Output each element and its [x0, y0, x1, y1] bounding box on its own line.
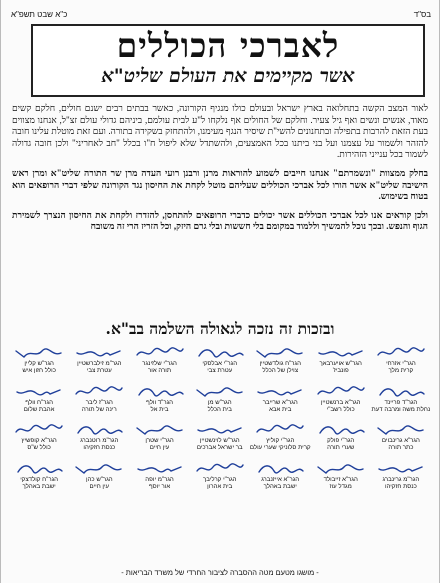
signature-block	[69, 382, 129, 421]
signature-block	[69, 420, 129, 459]
signature-scribble-icon	[255, 422, 305, 437]
signatory-institution: כולל חזון איש	[22, 367, 56, 374]
paragraph-2: בחלק ממצוות "ונשמרתם" אנחנו חייבים לשמוע להוראות מרנן ורבנן רועי העדה מרן שר התורה שליט"א ומרן ראש הישיבה שליט"א אשר הורו לכל אברכי הכוללים שעליהם מוטל לקחת את החיסון נגד הקורונה שלפי דברי הרופאים הוא בטוח בשימוש.	[12, 167, 428, 202]
signatory-name: הגר"ד וולף	[146, 398, 174, 406]
signature-block	[371, 459, 431, 498]
signatory-institution: קרית סלוניקי שערי עולם	[249, 444, 311, 451]
signatory-name: הגר"מ גרינברג	[382, 475, 420, 483]
signatory-institution: אהבת שלום	[23, 405, 55, 413]
header-date: כ"א שבט תשפ"א	[11, 10, 68, 19]
signatory-institution: עין חיים	[149, 444, 170, 451]
signature-scribble-icon	[74, 345, 124, 360]
signature-block	[9, 459, 69, 498]
signatory-name: הגר"י קרליבך	[202, 475, 237, 483]
signatory-name: הגר"י אזרחי	[386, 360, 416, 367]
signatory-name: הגר"י פולק	[327, 437, 355, 444]
paragraph-1: לאור המצב הקשה בתחלואה בארץ ישראל ובעולם כולו מנגיף הקורונה, כאשר בבתים רבים ישנם חולים, חלקם קשים מאוד, אנשים ונשים ואף גיל צעיר. וחלקם של החולים אף נלקחו ל"ע לבית עולמם, ביניהם גדולי עולם זצ"ל, אנחנו מצווים בעת הזאת להרבות בתפילה ובתחנונים להשי"ת שיסיר הנגף מעימנו, ולהתחזק בשקידה בתורה. ועם זאת מוטלת עלינו חובה להזהר ולשמור על עצמנו ועל בני ביתנו בכל האמצעים, ולהשתדל שלא ליפול ח"ו בכלל "חב לאחריני" ולכן חובה גדולה לשמור בכל ענייני הזהירות.	[12, 103, 428, 160]
signatory-institution: עטרת צבי	[86, 367, 112, 374]
signature-scribble-icon	[14, 461, 64, 476]
signatory-institution: צוילן של הכלל	[262, 367, 299, 374]
signature-scribble-icon	[195, 384, 245, 399]
signature-scribble-icon	[135, 345, 185, 360]
signatory-name: הגר"ש קליין	[24, 360, 54, 367]
signature-block	[311, 382, 371, 421]
signature-block	[371, 420, 431, 459]
signatory-institution: ישבת באהלך	[263, 482, 297, 490]
signatory-institution: כנסת חזקיהו	[384, 482, 417, 490]
signature-block	[69, 343, 129, 382]
signatory-name: הגר"מ זילברשטיין	[77, 360, 122, 367]
signature-scribble-icon	[195, 345, 245, 360]
signatory-name: הגר"ש מן	[207, 398, 232, 406]
signatory-institution: בר ישראל אברכים	[196, 444, 243, 451]
signatory-institution: קרית מלך	[388, 367, 414, 374]
signature-scribble-icon	[316, 384, 366, 399]
signature-scribble-icon	[376, 461, 426, 476]
signatory-institution: בית הכלל	[207, 405, 232, 413]
signature-scribble-icon	[135, 422, 185, 437]
signatory-institution: בית אהרון	[207, 482, 233, 490]
signature-scribble-icon	[14, 422, 64, 437]
signature-block	[311, 343, 371, 382]
signatory-institution: עין חיים	[89, 482, 110, 490]
sub-title: אשר מקיימים את העולם שליט"א	[101, 65, 355, 87]
signature-scribble-icon	[376, 422, 426, 437]
signatory-name: הגר"י שלזינגר	[142, 360, 177, 367]
signature-block	[190, 420, 250, 459]
signatory-name: הגר"י שטרן	[145, 437, 174, 444]
header-bsd: בס"ד	[413, 10, 431, 19]
signature-block	[190, 343, 250, 382]
signatory-name: הגר"ח גולדשטיין	[259, 360, 301, 367]
signature-block	[129, 343, 189, 382]
signature-scribble-icon	[135, 384, 185, 399]
signatory-name: הגר"ש לוינשטיין	[199, 437, 240, 444]
signature-scribble-icon	[316, 345, 366, 360]
main-title: לאברכי הכוללים	[116, 26, 340, 65]
closing-line: ובזכות זה נזכה לגאולה השלמה בב"א.	[105, 319, 335, 338]
signatory-institution: פונביז'	[332, 367, 349, 374]
signatory-name: הגר"ש אויערבאך	[319, 360, 362, 367]
signatory-institution: כולל ש"ס	[27, 444, 51, 451]
signature-block	[9, 382, 69, 421]
signatory-institution: עטרת צבי	[207, 367, 233, 374]
signature-block	[250, 382, 311, 421]
signatory-name: הגר"א גרינבוים	[381, 437, 420, 444]
signature-scribble-icon	[74, 422, 124, 437]
signature-scribble-icon	[135, 461, 185, 476]
signatory-name: הגר"י אבלסקי	[202, 360, 238, 367]
signatory-name: הגר"ח קולדצקי	[20, 475, 59, 483]
signature-scribble-icon	[376, 345, 426, 360]
signatory-name: הגר"א קופשיץ	[21, 437, 57, 444]
signatory-institution: בית אל	[150, 405, 169, 413]
signature-block	[9, 420, 69, 459]
signature-scribble-icon	[316, 422, 366, 437]
signature-block	[250, 459, 311, 498]
signature-scribble-icon	[195, 461, 245, 476]
paragraph-3: ולכן קוראים אנו לכל אברכי הכוללים אשר יכולים כדברי הרופאים להתחסן, להזדרז ולקחת את החיסון הנצרך לשמירת הגוף והנפש. ובכך נוכל להמשיך וללמוד במקומם בלי חששות ובלי גרם היזק, וכל הזריז הרי זה משובח	[12, 209, 428, 232]
signatory-name: הגר"ז ליבר	[85, 398, 113, 406]
title-box	[31, 24, 425, 97]
signatory-institution: נחלת משה ומרבה דעת	[371, 405, 431, 413]
signatory-institution: מגדל עוז	[329, 482, 352, 490]
signatory-name: הגר"א זייבולד	[323, 475, 358, 483]
footer-note: - מושגו מטעם מטה ההסברה לציבור החרדי של משרד הבריאות -	[121, 568, 319, 577]
signature-block	[190, 459, 250, 498]
signature-scribble-icon	[74, 384, 124, 399]
signatory-institution: שערי תורה	[327, 444, 355, 451]
signature-scribble-icon	[255, 461, 305, 476]
letter-body	[12, 103, 428, 240]
signature-block	[371, 343, 431, 382]
signature-scribble-icon	[316, 461, 366, 476]
signatory-name: הגר"ש כהן	[85, 475, 113, 483]
signatory-institution: כתר תורה	[388, 444, 414, 451]
signature-block	[129, 459, 189, 498]
signature-block	[129, 382, 189, 421]
signature-scribble-icon	[195, 422, 245, 437]
signatory-name: הגר"מ רוטנברג	[80, 437, 119, 444]
signatory-name: הגר"ח וולף	[25, 398, 53, 406]
signatory-institution: תורה אור	[147, 367, 172, 374]
signatory-name: הגר"י קוליץ	[266, 437, 295, 444]
signature-block	[250, 420, 311, 459]
signature-block	[69, 459, 129, 498]
signature-block	[190, 382, 250, 421]
signature-scribble-icon	[255, 384, 305, 399]
signature-scribble-icon	[14, 384, 64, 399]
signatory-name: הגר"א ברנשטיין	[320, 398, 361, 406]
signature-block	[311, 459, 371, 498]
signatory-institution: רינה של תורה	[81, 405, 117, 413]
signature-scribble-icon	[376, 384, 426, 399]
signature-block	[129, 420, 189, 459]
signatory-institution: כולל רשב"י	[326, 405, 355, 413]
signature-block	[9, 343, 69, 382]
signatory-name: הגר"ד פריינד	[384, 398, 418, 406]
signatory-name: הגר"א שרייבר	[262, 398, 298, 406]
signature-block	[250, 343, 311, 382]
signature-scribble-icon	[74, 461, 124, 476]
signatory-name: הגר"מ יופה	[145, 475, 174, 483]
signature-grid	[9, 343, 431, 497]
signatory-institution: כנסת חזקיהו	[83, 444, 116, 451]
signatory-name: הגר"א אייזנברג	[261, 475, 300, 483]
signatory-institution: אור יוסף	[148, 482, 171, 490]
signatory-institution: בית אבא	[269, 405, 292, 413]
signature-block	[311, 420, 371, 459]
signature-scribble-icon	[14, 345, 64, 360]
signature-scribble-icon	[255, 345, 305, 360]
signature-block	[371, 382, 431, 421]
signatory-institution: ישבת באהלך	[22, 482, 56, 490]
